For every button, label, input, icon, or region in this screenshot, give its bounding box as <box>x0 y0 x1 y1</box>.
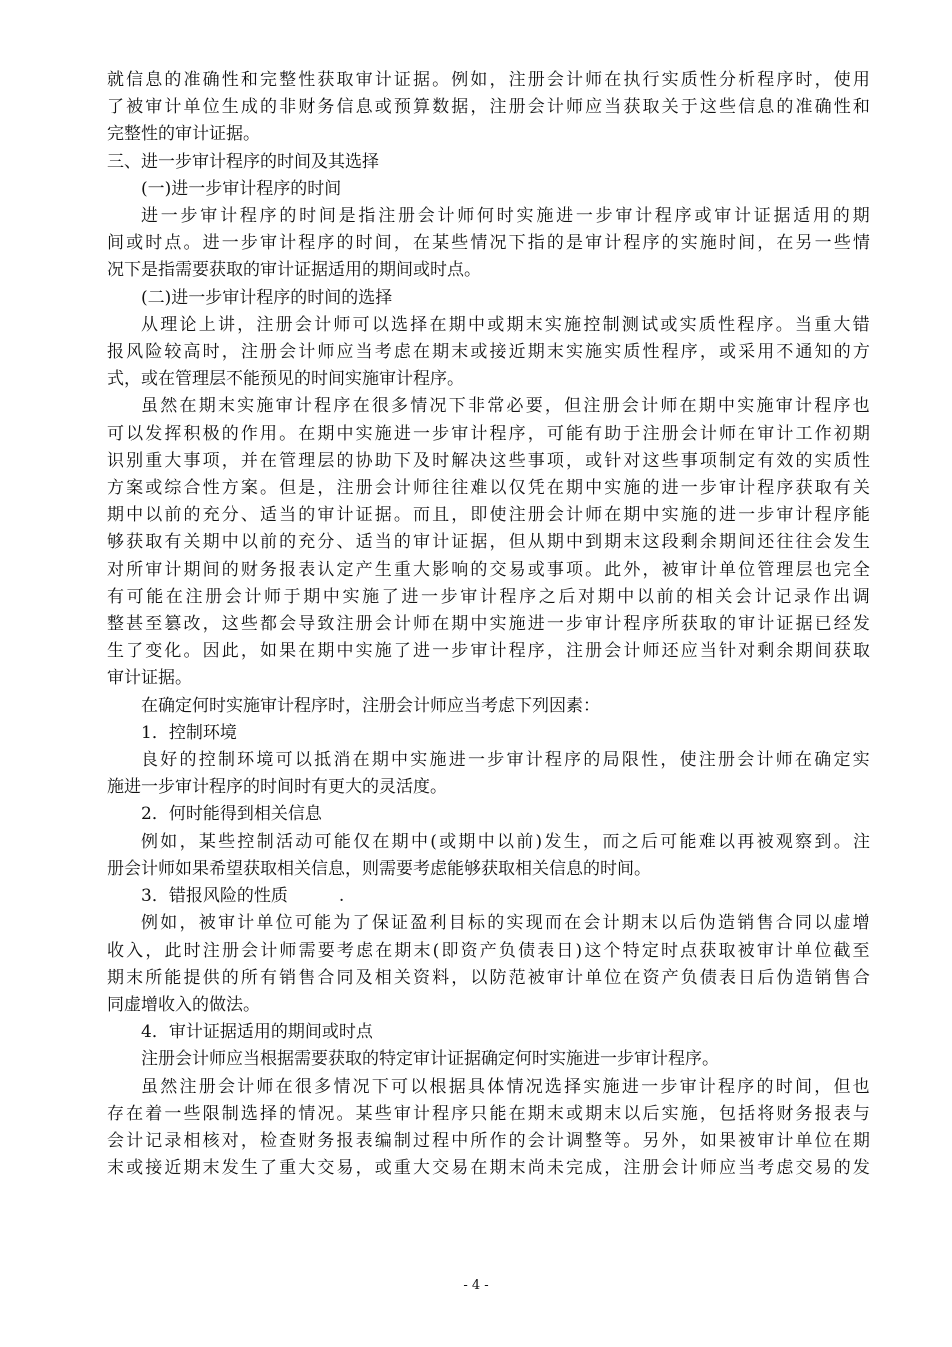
text-line: 期 末 所 能 提 供 的 所 有 销 售 合 同 及 相 关 资 料 ， 以 防 范 被 审 计 单 位 在 资 产 负 债 表 日 后 伪 造 销 售 合 <box>107 967 870 988</box>
text-line: 三、进一步审计程序的时间及其选择 <box>107 151 379 172</box>
text-line: (一)进一步审计程序的时间 <box>141 178 342 199</box>
text-line: 收 入 ， 此 时 注 册 会 计 师 需 要 考 虑 在 期 末 ( 即 资 产 负 债 表 日 ) 这 个 特 定 时 点 获 取 被 审 计 单 位 截 至 <box>107 940 870 961</box>
text-line: 3．错报风险的性质 . <box>141 886 345 907</box>
text-line: 生 了 变 化 。 因 此 ， 如 果 在 期 中 实 施 了 进 一 步 审 计 程 序 ， 注 册 会 计 师 还 应 当 针 对 剩 余 期 间 获 取 <box>107 641 870 662</box>
text-line: 了 被 审 计 单 位 生 成 的 非 财 务 信 息 或 预 算 数 据 ， 注 册 会 计 师 应 当 获 取 关 于 这 些 信 息 的 准 确 性 和 <box>107 97 870 118</box>
text-line: 注册会计师应当根据需要获取的特定审计证据确定何时实施进一步审计程序。 <box>141 1049 719 1070</box>
text-line: 就 信 息 的 准 确 性 和 完 整 性 获 取 审 计 证 据 。 例 如 ， 注 册 会 计 师 在 执 行 实 质 性 分 析 程 序 时 ， 使 用 <box>107 70 870 90</box>
text-line: 识 别 重 大 事 项 ， 并 在 管 理 层 的 协 助 下 及 时 解 决 这 些 事 项 ， 或 针 对 这 些 事 项 制 定 有 效 的 实 质 性 <box>107 450 870 471</box>
text-line: 可 以 发 挥 积 极 的 作 用 。 在 期 中 实 施 进 一 步 审 计 程 序 ， 可 能 有 助 于 注 册 会 计 师 在 审 计 工 作 初 期 <box>107 423 870 444</box>
text-line: 整 甚 至 篡 改 ， 这 些 都 会 导 致 注 册 会 计 师 在 期 中 实 施 进 一 步 审 计 程 序 所 获 取 的 审 计 证 据 已 经 发 <box>107 614 870 635</box>
text-line: 方 案 或 综 合 性 方 案 。 但 是 ， 注 册 会 计 师 往 往 难 以 仅 凭 在 期 中 实 施 的 进 一 步 审 计 程 序 获 取 有 关 <box>107 478 870 499</box>
text-line: (二)进一步审计程序的时间的选择 <box>141 287 393 308</box>
text-line: 对 所 审 计 期 间 的 财 务 报 表 认 定 产 生 重 大 影 响 的 交 易 或 事 项 。 此 外 ， 被 审 计 单 位 管 理 层 也 完 全 <box>107 559 870 580</box>
text-line: 期 中 以 前 的 充 分 、 适 当 的 审 计 证 据 。 而 且 ， 即 使 注 册 会 计 师 在 期 中 实 施 的 进 一 步 审 计 程 序 能 <box>107 505 870 526</box>
text-line: 存 在 着 一 些 限 制 选 择 的 情 况 。 某 些 审 计 程 序 只 能 在 期 末 或 期 末 以 后 实 施 ， 包 括 将 财 务 报 表 与 <box>107 1103 870 1124</box>
page-number: - 4 - <box>463 1278 489 1293</box>
text-line: 况下是指需要获取的审计证据适用的期间或时点。 <box>107 260 481 281</box>
text-line: 会 计 记 录 相 核 对 ， 检 查 财 务 报 表 编 制 过 程 中 所 作 的 会 计 调 整 等 。 另 外 ， 如 果 被 审 计 单 位 在 期 <box>107 1130 870 1151</box>
text-line: 进 一 步 审 计 程 序 的 时 间 是 指 注 册 会 计 师 何 时 实 施 进 一 步 审 计 程 序 或 审 计 证 据 适 用 的 期 <box>141 206 870 227</box>
text-line: 册会计师如果希望获取相关信息，则需要考虑能够获取相关信息的时间。 <box>107 858 651 879</box>
text-line: 1．控制环境 <box>141 722 237 743</box>
text-line: 例 如 ， 被 审 计 单 位 可 能 为 了 保 证 盈 利 目 标 的 实 现 而 在 会 计 期 末 以 后 伪 造 销 售 合 同 以 虚 增 <box>141 913 870 934</box>
text-line: 末 或 接 近 期 末 发 生 了 重 大 交 易 ， 或 重 大 交 易 在 期 末 尚 未 完 成 ， 注 册 会 计 师 应 当 考 虑 交 易 的 发 <box>107 1158 870 1179</box>
text-line: 式，或在管理层不能预见的时间实施审计程序。 <box>107 369 464 390</box>
text-line: 4．审计证据适用的期间或时点 <box>141 1022 373 1043</box>
document-body <box>107 67 870 1182</box>
text-line: 施进一步审计程序的时间时有更大的灵活度。 <box>107 777 447 798</box>
text-line: 够 获 取 有 关 期 中 以 前 的 充 分 、 适 当 的 审 计 证 据 ， 但 从 期 中 到 期 末 这 段 剩 余 期 间 还 往 往 会 发 生 <box>107 532 870 553</box>
text-line: 在确定何时实施审计程序时，注册会计师应当考虑下列因素： <box>141 695 600 716</box>
text-line: 良 好 的 控 制 环 境 可 以 抵 消 在 期 中 实 施 进 一 步 审 计 程 序 的 局 限 性 ， 使 注 册 会 计 师 在 确 定 实 <box>141 750 870 771</box>
text-line: 虽 然 注 册 会 计 师 在 很 多 情 况 下 可 以 根 据 具 体 情 况 选 择 实 施 进 一 步 审 计 程 序 的 时 间 ， 但 也 <box>141 1076 870 1097</box>
text-line: 间 或 时 点 。 进 一 步 审 计 程 序 的 时 间 ， 在 某 些 情 况 下 指 的 是 审 计 程 序 的 实 施 时 间 ， 在 另 一 些 情 <box>107 233 870 254</box>
text-line: 审计证据。 <box>107 668 192 689</box>
text-line: 有 可 能 在 注 册 会 计 师 于 期 中 实 施 了 进 一 步 审 计 程 序 之 后 对 期 中 以 前 的 相 关 会 计 记 录 作 出 调 <box>107 586 870 607</box>
text-line: 完整性的审计证据。 <box>107 124 260 145</box>
text-line: 虽 然 在 期 末 实 施 审 计 程 序 在 很 多 情 况 下 非 常 必 要 ， 但 注 册 会 计 师 在 期 中 实 施 审 计 程 序 也 <box>141 396 870 417</box>
text-line: 从 理 论 上 讲 ， 注 册 会 计 师 可 以 选 择 在 期 中 或 期 末 实 施 控 制 测 试 或 实 质 性 程 序 。 当 重 大 错 <box>141 314 870 335</box>
text-line: 例 如 ， 某 些 控 制 活 动 可 能 仅 在 期 中 ( 或 期 中 以 前 ) 发 生 ， 而 之 后 可 能 难 以 再 被 观 察 到 。 注 <box>141 831 870 852</box>
text-line: 同虚增收入的做法。 <box>107 994 260 1015</box>
text-line: 2．何时能得到相关信息 <box>141 804 322 825</box>
text-line: 报 风 险 较 高 时 ， 注 册 会 计 师 应 当 考 虑 在 期 末 或 接 近 期 末 实 施 实 质 性 程 序 ， 或 采 用 不 通 知 的 方 <box>107 342 870 363</box>
